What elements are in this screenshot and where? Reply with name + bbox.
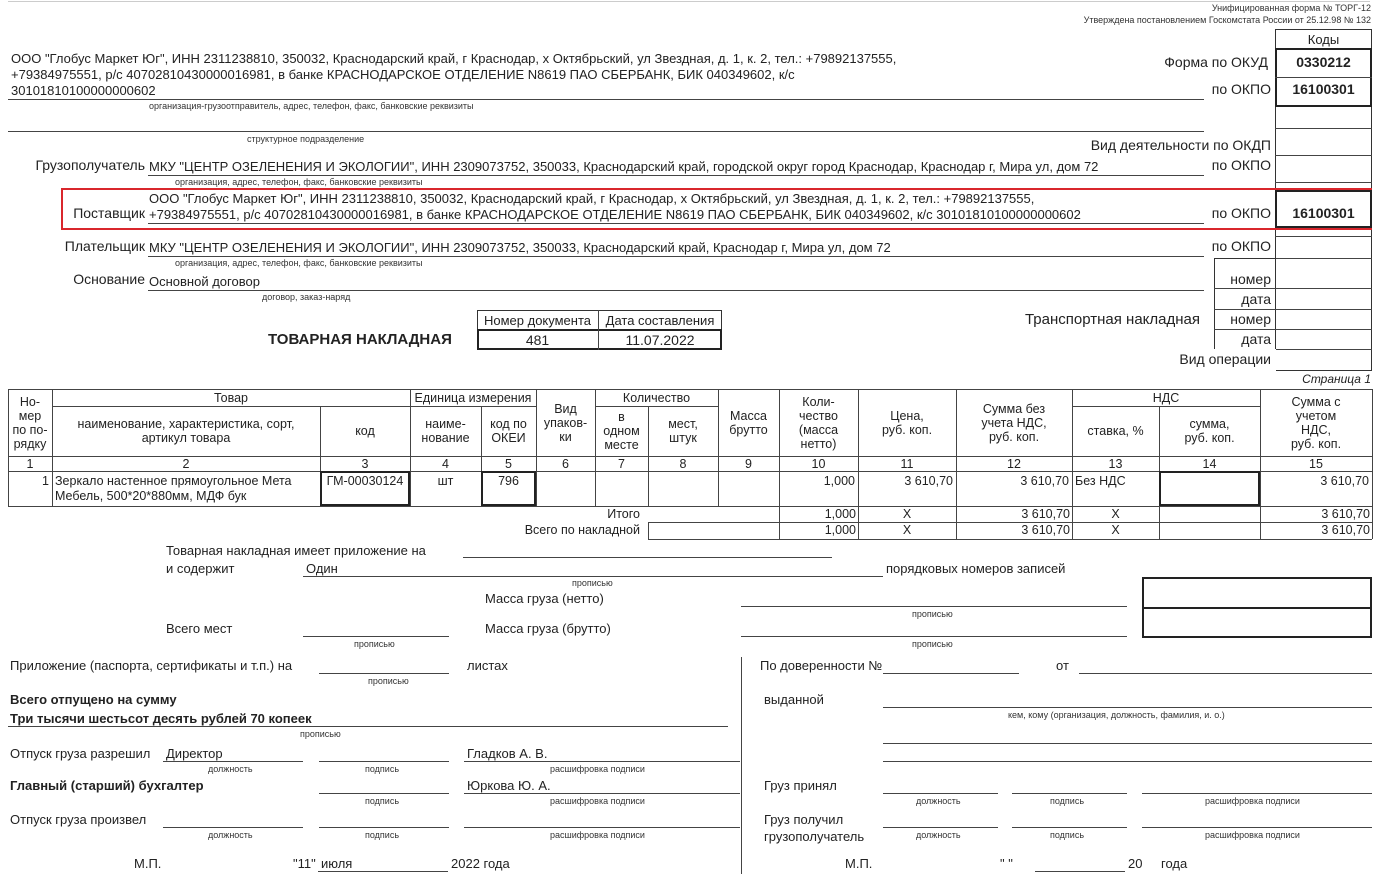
shipper-underline [8, 99, 1204, 100]
shipper-line3: 30101810100000000602 [11, 83, 156, 98]
total-col-line [1072, 506, 1073, 539]
label-divider [1214, 309, 1276, 310]
date-month-line [318, 871, 448, 872]
header-quantity: Количество [622, 390, 691, 405]
row-vat-rate: Без НДС [1075, 474, 1126, 488]
shipper-line2: +79384975551, р/с 40702810430000016981, в банке КРАСНОДАРСКОЕ ОТДЕЛЕНИЕ N8619 ПАО СБЕРБАНК, БИК 040349602, к/с [11, 67, 795, 82]
header-sum-without-vat: Сумма без учета НДС, руб. коп. [981, 401, 1047, 444]
attach-value: Один [306, 561, 338, 576]
received-name-line [1142, 827, 1372, 828]
accepted-position-line [883, 793, 998, 794]
consignee-text: МКУ "ЦЕНТР ОЗЕЛЕНЕНИЯ И ЭКОЛОГИИ", ИНН 2309073752, 350033, Краснодарский край, городской округ город Краснодар, Краснодар г, Мира ул, дом 72 [149, 159, 1099, 174]
total-label: Итого [607, 507, 640, 521]
basis-underline [148, 290, 1204, 291]
column-number: 13 [1108, 456, 1123, 471]
received-signature-line [1012, 827, 1127, 828]
transport-number-label: номер [1230, 311, 1271, 327]
accepted-position-caption: должность [916, 796, 961, 806]
appendix-label: Приложение (паспорта, сертификаты и т.п.) на [10, 658, 293, 673]
accountant-name-caption: расшифровка подписи [550, 796, 645, 806]
accountant-signature-line [319, 793, 449, 794]
doc-number: 481 [525, 332, 550, 348]
column-number: 12 [1007, 456, 1021, 471]
header-goods: Товар [213, 390, 248, 405]
transport-date-label: дата [1241, 331, 1271, 347]
codes-divider [1275, 128, 1372, 129]
total-vat-rate: X [1111, 507, 1120, 521]
supplier-okpo-label: по ОКПО [1211, 205, 1271, 221]
issued-caption: кем, кому (организация, должность, фамилия, и. о.) [1008, 710, 1225, 720]
basis-label: Основание [73, 271, 145, 287]
attach-value-underline [303, 576, 883, 577]
okpo-value: 16100301 [1292, 81, 1355, 97]
appendix-underline [319, 673, 449, 674]
unit-caption: структурное подразделение [247, 134, 365, 144]
date-year: 2022 года [451, 856, 510, 871]
accepted-name-caption: расшифровка подписи [1205, 796, 1300, 806]
header-row-number: Но- мер по по- рядку [12, 394, 48, 451]
appendix-caption: прописью [368, 676, 409, 686]
total-col-line [858, 506, 859, 539]
total-col-line [779, 506, 780, 539]
codes-divider [1275, 77, 1372, 78]
grand-price: X [902, 523, 912, 537]
codes-divider [1275, 349, 1372, 350]
date2-suffix: года [1161, 856, 1188, 871]
allowed-label: Отпуск груза разрешил [10, 746, 151, 761]
received-position-line [883, 827, 998, 828]
accountant-name-line [464, 793, 740, 794]
header-package: Вид упаков- ки [543, 401, 588, 444]
form-approval: Утверждена постановлением Госкомстата России от 25.12.98 № 132 [1083, 15, 1371, 25]
made-name-line [464, 827, 740, 828]
vat-sum-highlight-box [1159, 471, 1260, 506]
total-sum-without-vat: 3 610,70 [1021, 507, 1070, 521]
basis-number-label: номер [1230, 271, 1271, 287]
grand-sum-without-vat: 3 610,70 [1021, 523, 1070, 537]
codes-divider [1275, 258, 1372, 259]
total-sum-with-vat: 3 610,70 [1321, 507, 1370, 521]
column-number: 7 [618, 456, 625, 471]
row-net-quantity: 1,000 [823, 474, 855, 488]
header-qty-places: мест, штук [668, 417, 698, 445]
row-goods-code: ГМ-00030124 [326, 474, 404, 488]
places-caption: прописью [354, 639, 395, 649]
column-number: 5 [505, 456, 512, 471]
transport-label: Транспортная накладная [1024, 311, 1200, 328]
header-unit-name: наиме- нование [421, 417, 470, 445]
header-goods-name: наименование, характеристика, сорт, артикул товара [77, 417, 295, 445]
label-divider [1214, 288, 1276, 289]
document-title: ТОВАРНАЯ НАКЛАДНАЯ [268, 331, 452, 348]
proxy-label: По доверенности № [760, 658, 883, 673]
released-label: Всего отпущено на сумму [10, 692, 177, 707]
made-position-line [163, 827, 303, 828]
released-words: Три тысячи шестьсот десять рублей 70 копеек [10, 711, 312, 726]
column-number: 10 [811, 456, 826, 471]
issued-line2 [883, 743, 1372, 744]
made-position-caption: должность [208, 830, 253, 840]
consignee-underline [148, 175, 1204, 176]
shipper-caption: организация-грузоотправитель, адрес, телефон, факс, банковские реквизиты [149, 101, 474, 111]
grand-left-line [648, 522, 649, 539]
attach-line2: и содержит [166, 561, 235, 576]
net-mass-underline [741, 606, 1127, 607]
grand-row-line [648, 539, 1372, 540]
allowed-position-line [163, 761, 303, 762]
row-sum-with-vat: 3 610,70 [1320, 474, 1369, 488]
column-number: 3 [361, 456, 369, 471]
codes-divider [1275, 236, 1372, 237]
row-goods-name: Зеркало настенное прямоугольное Мета Мебель, 500*20*880мм, МДФ бук [55, 474, 292, 503]
operation-label-text: Вид операции [1179, 351, 1271, 367]
attach-caption: прописью [572, 578, 613, 588]
grand-total-label: Всего по накладной [524, 523, 640, 537]
total-col-line [956, 506, 957, 539]
header-unit: Единица измерения [414, 390, 532, 405]
released-caption: прописью [300, 729, 341, 739]
column-number: 4 [442, 456, 449, 471]
doc-number-label: Номер документа [483, 313, 591, 328]
page-number: Страница 1 [1302, 372, 1371, 386]
column-number: 15 [1309, 456, 1323, 471]
accepted-signature-caption: подпись [1050, 796, 1085, 806]
total-col-line [1159, 506, 1160, 539]
proxy-from-label: от [1056, 658, 1069, 673]
released-underline [8, 726, 728, 727]
header-qty-one-place: в одном месте [603, 410, 640, 452]
basis-caption: договор, заказ-наряд [262, 292, 351, 302]
doc-date-label: Дата составления [605, 313, 715, 328]
form-name: Унифицированная форма № ТОРГ-12 [1211, 3, 1371, 13]
allowed-position: Директор [166, 746, 223, 761]
received-label-2: грузополучатель [764, 829, 865, 844]
grand-vat-rate: X [1111, 523, 1120, 537]
column-number: 2 [182, 456, 190, 471]
allowed-name-caption: расшифровка подписи [550, 764, 645, 774]
stamp-label-2: М.П. [845, 856, 873, 871]
row-sum-without-vat: 3 610,70 [1020, 474, 1069, 488]
table-col-line [1372, 389, 1373, 506]
column-number: 11 [900, 456, 914, 471]
issued-label: выданной [764, 692, 824, 707]
payer-okpo-label: по ОКПО [1211, 238, 1271, 254]
row-price: 3 610,70 [904, 474, 953, 488]
codes-divider [1275, 155, 1372, 156]
allowed-name: Гладков А. В. [467, 746, 548, 761]
supplier-line1: ООО "Глобус Маркет Юг", ИНН 2311238810, 350032, Краснодарский край, г Краснодар, х Октябрьский, ул Звездная, д. 1, к. 2, тел.: +79892137555, [149, 191, 1035, 206]
header-sum-with-vat: Сумма с учетом НДС, руб. коп. [1290, 394, 1342, 451]
header-gross-mass: Масса брутто [729, 408, 768, 437]
received-position-caption: должность [916, 830, 961, 840]
made-label: Отпуск груза произвел [10, 812, 147, 827]
grand-net: 1,000 [824, 523, 856, 537]
proxy-number-line [883, 673, 1019, 674]
made-signature-line [319, 827, 449, 828]
grand-sum-with-vat: 3 610,70 [1321, 523, 1370, 537]
header-vat-sum: сумма, руб. коп. [1184, 417, 1235, 445]
header-unit-okei: код по ОКЕИ [490, 417, 527, 445]
proxy-date-line [1079, 673, 1372, 674]
codes-divider [1275, 182, 1372, 183]
unit-underline [8, 131, 1204, 132]
column-number: 8 [679, 456, 687, 471]
header-price: Цена, руб. коп. [881, 408, 933, 437]
date2-quotes: " " [1000, 856, 1013, 871]
allowed-signature-line [319, 761, 449, 762]
accepted-label: Груз принял [764, 778, 837, 793]
attach-line1: Товарная накладная имеет приложение на [166, 543, 426, 558]
received-signature-caption: подпись [1050, 830, 1085, 840]
table-row-bottom [8, 506, 1372, 507]
allowed-name-line [464, 761, 740, 762]
accountant-signature-caption: подпись [365, 796, 400, 806]
allowed-position-caption: должность [208, 764, 253, 774]
net-mass-caption: прописью [912, 609, 953, 619]
supplier-underline [148, 223, 1204, 224]
made-signature-caption: подпись [365, 830, 400, 840]
okpo-label: по ОКПО [1211, 81, 1271, 97]
accepted-name-line [1142, 793, 1372, 794]
sheets-label: листах [467, 658, 508, 673]
date-month: июля [321, 856, 353, 871]
supplier-line2: +79384975551, р/с 40702810430000016981, в банке КРАСНОДАРСКОЕ ОТДЕЛЕНИЕ N8619 ПАО СБЕРБАНК, БИК 040349602, к/с 30101810100000000602 [149, 207, 1081, 222]
top-border [8, 1, 1370, 2]
supplier-label: Поставщик [73, 205, 145, 221]
total-col-line [1260, 506, 1261, 539]
payer-underline [148, 256, 1204, 257]
okud-value: 0330212 [1296, 54, 1351, 70]
received-label-1: Груз получил [764, 812, 844, 827]
records-label: порядковых номеров записей [886, 561, 1066, 576]
header-net-quantity: Коли- чество (масса нетто) [798, 394, 839, 451]
label-divider [1214, 329, 1276, 330]
issued-line3 [883, 761, 1372, 762]
date-day: "11" [293, 856, 316, 871]
payer-caption: организация, адрес, телефон, факс, банковские реквизиты [175, 258, 423, 268]
accepted-signature-line [1012, 793, 1127, 794]
codes-label: Коды [1307, 32, 1340, 47]
total-col-line [1372, 506, 1373, 539]
doc-date: 11.07.2022 [625, 332, 695, 348]
mass-box-divider [1142, 607, 1372, 609]
okud-label: Форма по ОКУД [1164, 54, 1268, 70]
column-number: 1 [26, 456, 34, 471]
attach-underline [463, 557, 832, 558]
gross-mass-underline [741, 636, 1127, 637]
payer-label: Плательщик [64, 238, 145, 254]
basis-date-label: дата [1241, 291, 1271, 307]
supplier-okpo-value: 16100301 [1292, 205, 1355, 221]
column-number: 14 [1202, 456, 1217, 471]
column-number: 9 [745, 456, 752, 471]
header-vat-rate: ставка, % [1087, 424, 1144, 438]
issued-line [883, 707, 1372, 708]
codes-divider [1275, 329, 1372, 330]
accountant-label: Главный (старший) бухгалтер [10, 778, 204, 793]
places-label: Всего мест [166, 621, 233, 636]
total-price: X [902, 507, 912, 521]
grand-top-line [648, 522, 779, 523]
net-mass-label: Масса груза (нетто) [485, 591, 604, 606]
consignee-okpo-label: по ОКПО [1211, 157, 1271, 173]
total-net: 1,000 [824, 507, 856, 521]
consignee-caption: организация, адрес, телефон, факс, банковские реквизиты [175, 177, 423, 187]
made-name-caption: расшифровка подписи [550, 830, 645, 840]
footer-vertical-divider [741, 657, 742, 874]
gross-mass-caption: прописью [912, 639, 953, 649]
column-number: 6 [562, 456, 569, 471]
row-unit-okei: 796 [498, 474, 519, 488]
date2-line [1035, 871, 1125, 872]
row-number: 1 [42, 474, 49, 488]
received-name-caption: расшифровка подписи [1205, 830, 1300, 840]
okdp-label: Вид деятельности по ОКДП [1090, 137, 1271, 153]
row-unit-name: шт [437, 474, 454, 488]
header-vat: НДС [1152, 390, 1180, 405]
date2-year: 20 [1128, 856, 1143, 871]
places-underline [303, 636, 449, 637]
codes-divider [1275, 309, 1372, 310]
codes-divider [1275, 288, 1372, 289]
basis-text: Основной договор [149, 274, 260, 289]
consignee-label: Грузополучатель [35, 157, 145, 173]
shipper-line1: ООО "Глобус Маркет Юг", ИНН 2311238810, 350032, Краснодарский край, г Краснодар, х Октябрьский, ул Звездная, д. 1, к. 2, тел.: +79892137555, [11, 51, 897, 66]
stamp-label: М.П. [134, 856, 162, 871]
allowed-signature-caption: подпись [365, 764, 400, 774]
gross-mass-label: Масса груза (брутто) [485, 621, 611, 636]
payer-text: МКУ "ЦЕНТР ОЗЕЛЕНЕНИЯ И ЭКОЛОГИИ", ИНН 2309073752, 350033, Краснодарский край, Краснодар г, Мира ул, дом 72 [149, 240, 891, 255]
accountant-name: Юркова Ю. А. [467, 778, 551, 793]
header-goods-code: код [355, 424, 375, 438]
